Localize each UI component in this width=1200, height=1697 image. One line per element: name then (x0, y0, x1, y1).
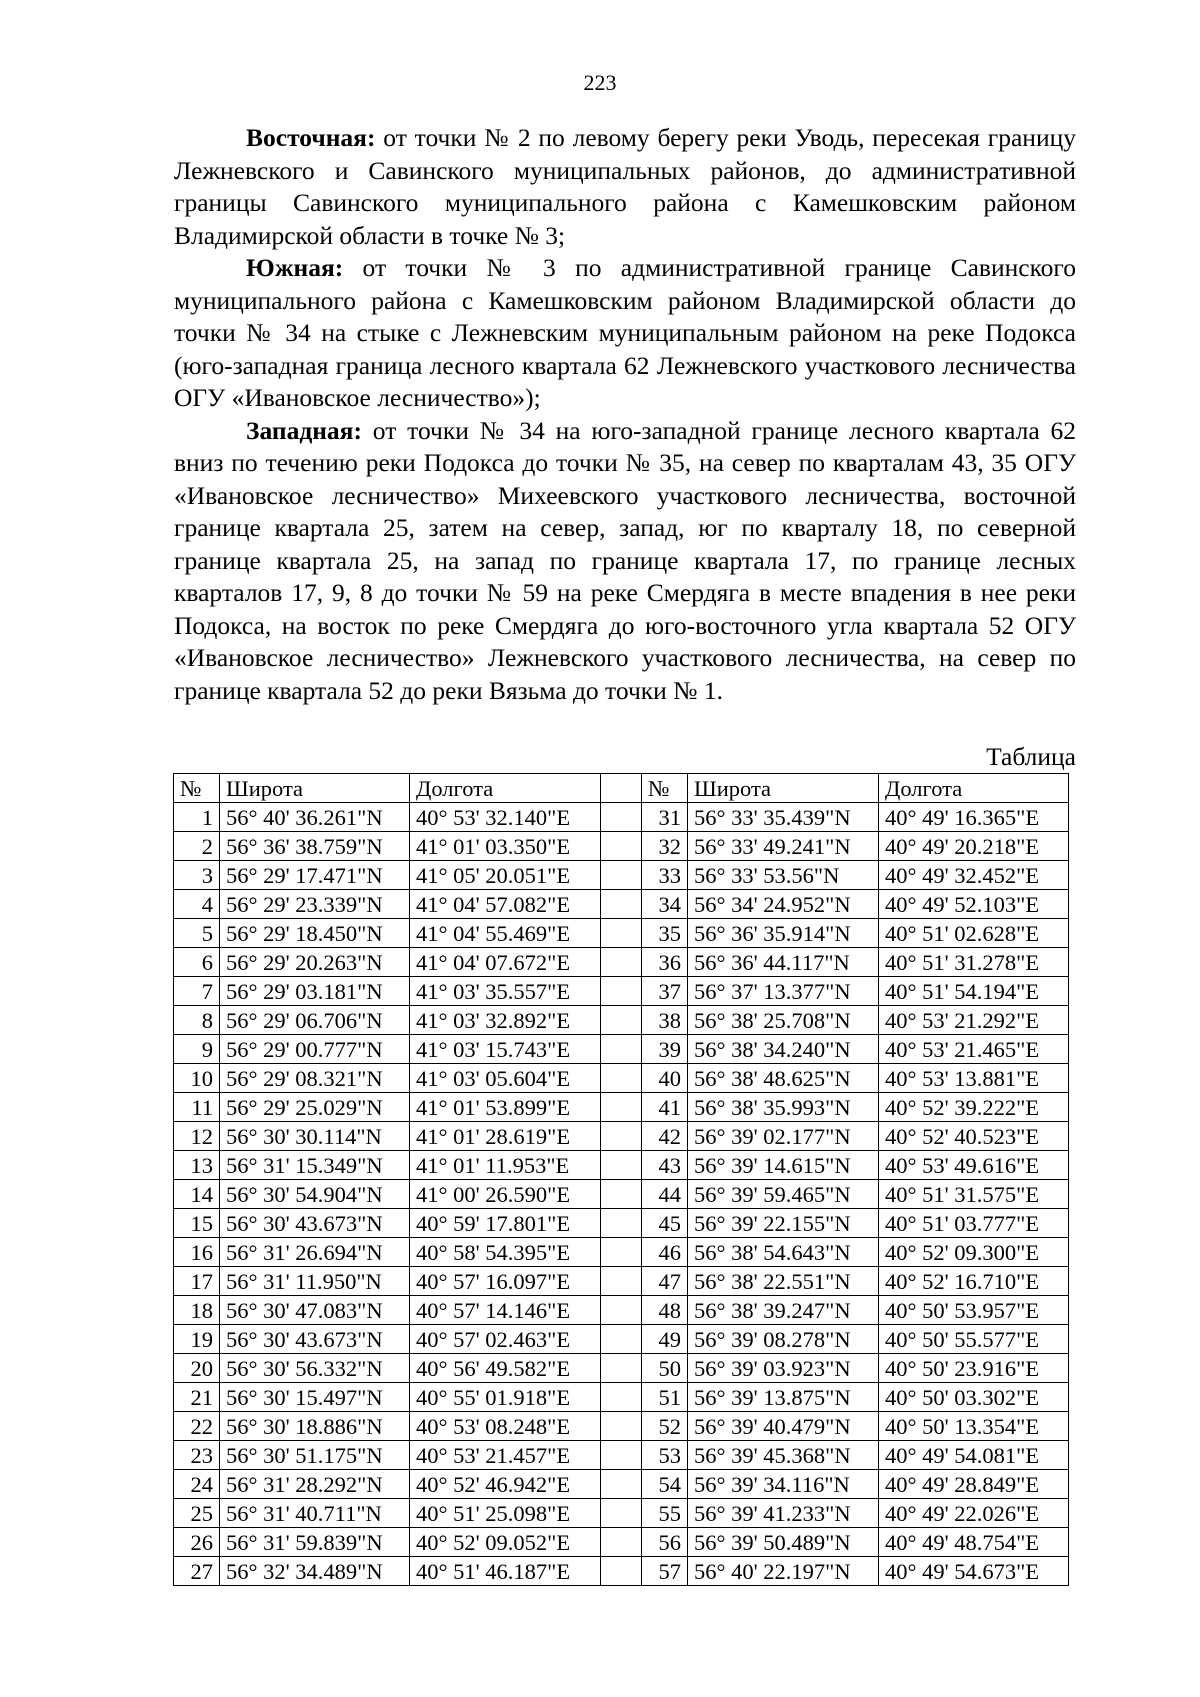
longitude-cell: 41° 04' 07.672"E (410, 948, 601, 977)
longitude-cell: 40° 50' 23.916"E (879, 1354, 1069, 1383)
longitude-cell: 41° 04' 57.082"E (410, 890, 601, 919)
column-gap (601, 1354, 642, 1383)
paragraph-east (174, 122, 1076, 252)
longitude-cell: 40° 50' 53.957"E (879, 1296, 1069, 1325)
column-gap (601, 1093, 642, 1122)
latitude-cell: 56° 29' 20.263"N (220, 948, 410, 977)
table-row (174, 1267, 1069, 1296)
latitude-cell: 56° 36' 38.759"N (220, 832, 410, 861)
longitude-cell: 41° 03' 32.892"E (410, 1006, 601, 1035)
longitude-cell: 41° 03' 05.604"E (410, 1064, 601, 1093)
column-gap (601, 919, 642, 948)
column-gap (601, 1325, 642, 1354)
point-number: 32 (642, 832, 688, 861)
longitude-cell: 40° 53' 21.465"E (879, 1035, 1069, 1064)
latitude-cell: 56° 36' 44.117"N (688, 948, 879, 977)
column-gap (601, 1209, 642, 1238)
point-number: 17 (174, 1267, 220, 1296)
longitude-cell: 40° 51' 31.278"E (879, 948, 1069, 977)
longitude-cell: 40° 49' 32.452"E (879, 861, 1069, 890)
latitude-cell: 56° 29' 23.339"N (220, 890, 410, 919)
longitude-cell: 40° 59' 17.801"E (410, 1209, 601, 1238)
longitude-cell: 40° 53' 21.292"E (879, 1006, 1069, 1035)
point-number: 49 (642, 1325, 688, 1354)
table-row (174, 1296, 1069, 1325)
header-num: № (174, 774, 220, 803)
point-number: 38 (642, 1006, 688, 1035)
point-number: 54 (642, 1470, 688, 1499)
latitude-cell: 56° 39' 40.479"N (688, 1412, 879, 1441)
latitude-cell: 56° 34' 24.952"N (688, 890, 879, 919)
paragraph-label: Западная: (246, 415, 362, 445)
longitude-cell: 40° 51' 03.777"E (879, 1209, 1069, 1238)
point-number: 13 (174, 1151, 220, 1180)
table-row (174, 1325, 1069, 1354)
point-number: 50 (642, 1354, 688, 1383)
point-number: 51 (642, 1383, 688, 1412)
point-number: 16 (174, 1238, 220, 1267)
column-gap (601, 977, 642, 1006)
point-number: 52 (642, 1412, 688, 1441)
longitude-cell: 41° 04' 55.469"E (410, 919, 601, 948)
longitude-cell: 40° 57' 14.146"E (410, 1296, 601, 1325)
paragraph-south (174, 252, 1076, 415)
table-row (174, 1093, 1069, 1122)
latitude-cell: 56° 31' 28.292"N (220, 1470, 410, 1499)
column-gap (601, 1180, 642, 1209)
point-number: 11 (174, 1093, 220, 1122)
longitude-cell: 40° 53' 49.616"E (879, 1151, 1069, 1180)
column-gap (601, 1470, 642, 1499)
column-gap (601, 1383, 642, 1412)
longitude-cell: 40° 52' 16.710"E (879, 1267, 1069, 1296)
latitude-cell: 56° 31' 40.711"N (220, 1499, 410, 1528)
point-number: 41 (642, 1093, 688, 1122)
longitude-cell: 40° 57' 16.097"E (410, 1267, 601, 1296)
longitude-cell: 40° 53' 32.140"E (410, 803, 601, 832)
column-gap (601, 774, 642, 803)
longitude-cell: 40° 51' 54.194"E (879, 977, 1069, 1006)
point-number: 23 (174, 1441, 220, 1470)
table-row (174, 803, 1069, 832)
latitude-cell: 56° 31' 26.694"N (220, 1238, 410, 1267)
table-row (174, 1499, 1069, 1528)
point-number: 19 (174, 1325, 220, 1354)
point-number: 18 (174, 1296, 220, 1325)
column-gap (601, 948, 642, 977)
point-number: 3 (174, 861, 220, 890)
latitude-cell: 56° 38' 35.993"N (688, 1093, 879, 1122)
point-number: 44 (642, 1180, 688, 1209)
column-gap (601, 1151, 642, 1180)
column-gap (601, 832, 642, 861)
point-number: 22 (174, 1412, 220, 1441)
latitude-cell: 56° 32' 34.489"N (220, 1557, 410, 1586)
column-gap (601, 1064, 642, 1093)
table-body (174, 803, 1069, 1586)
header-latitude: Широта (220, 774, 410, 803)
table-row (174, 890, 1069, 919)
point-number: 10 (174, 1064, 220, 1093)
column-gap (601, 1441, 642, 1470)
longitude-cell: 40° 57' 02.463"E (410, 1325, 601, 1354)
point-number: 4 (174, 890, 220, 919)
point-number: 40 (642, 1064, 688, 1093)
latitude-cell: 56° 39' 08.278"N (688, 1325, 879, 1354)
latitude-cell: 56° 39' 22.155"N (688, 1209, 879, 1238)
coordinates-table (173, 773, 1069, 1586)
latitude-cell: 56° 37' 13.377"N (688, 977, 879, 1006)
table-header-row (174, 774, 1069, 803)
column-gap (601, 803, 642, 832)
column-gap (601, 1035, 642, 1064)
point-number: 7 (174, 977, 220, 1006)
point-number: 26 (174, 1528, 220, 1557)
point-number: 43 (642, 1151, 688, 1180)
longitude-cell: 41° 03' 15.743"E (410, 1035, 601, 1064)
longitude-cell: 40° 53' 21.457"E (410, 1441, 601, 1470)
latitude-cell: 56° 39' 03.923"N (688, 1354, 879, 1383)
latitude-cell: 56° 29' 06.706"N (220, 1006, 410, 1035)
longitude-cell: 40° 49' 52.103"E (879, 890, 1069, 919)
longitude-cell: 40° 56' 49.582"E (410, 1354, 601, 1383)
table-row (174, 832, 1069, 861)
column-gap (601, 1412, 642, 1441)
latitude-cell: 56° 30' 30.114"N (220, 1122, 410, 1151)
longitude-cell: 40° 53' 13.881"E (879, 1064, 1069, 1093)
latitude-cell: 56° 30' 47.083"N (220, 1296, 410, 1325)
column-gap (601, 861, 642, 890)
paragraph-text: от точки № 3 по административной границе Савинского муниципального района с Камешковским районом Владимирской области до точки № 34 на стыке с Лежневским муниципальным районом на реке Подокса (юго-западная граница лесного квартала 62 Лежневского участкового лесничества ОГУ «Ивановское лесничество»); (174, 253, 1076, 412)
latitude-cell: 56° 29' 00.777"N (220, 1035, 410, 1064)
latitude-cell: 56° 39' 45.368"N (688, 1441, 879, 1470)
longitude-cell: 41° 00' 26.590"E (410, 1180, 601, 1209)
longitude-cell: 40° 50' 03.302"E (879, 1383, 1069, 1412)
longitude-cell: 40° 49' 54.081"E (879, 1441, 1069, 1470)
latitude-cell: 56° 30' 51.175"N (220, 1441, 410, 1470)
latitude-cell: 56° 29' 17.471"N (220, 861, 410, 890)
latitude-cell: 56° 30' 43.673"N (220, 1325, 410, 1354)
longitude-cell: 40° 49' 54.673"E (879, 1557, 1069, 1586)
latitude-cell: 56° 39' 02.177"N (688, 1122, 879, 1151)
latitude-cell: 56° 30' 15.497"N (220, 1383, 410, 1412)
point-number: 25 (174, 1499, 220, 1528)
point-number: 36 (642, 948, 688, 977)
latitude-cell: 56° 38' 25.708"N (688, 1006, 879, 1035)
latitude-cell: 56° 29' 18.450"N (220, 919, 410, 948)
longitude-cell: 40° 49' 48.754"E (879, 1528, 1069, 1557)
column-gap (601, 1122, 642, 1151)
longitude-cell: 40° 49' 20.218"E (879, 832, 1069, 861)
point-number: 37 (642, 977, 688, 1006)
longitude-cell: 40° 51' 46.187"E (410, 1557, 601, 1586)
column-gap (601, 1557, 642, 1586)
paragraph-text: от точки № 34 на юго-западной границе лесного квартала 62 вниз по течению реки Подокса до точки № 35, на север по кварталам 43, 35 ОГУ «Ивановское лесничество» Михеевского участкового лесничества, восточной границе квартала 25, затем на север, запад, юг по кварталу 18, по северной границе квартала 25, на запад по границе квартала 17, по границе лесных кварталов 17, 9, 8 до точки № 59 на реке Смердяга в месте впадения в нее реки Подокса, на восток по реке Смердяга до юго-восточного угла квартала 52 ОГУ «Ивановское лесничество» Лежневского участкового лесничества, на север по границе квартала 52 до реки Вязьма до точки № 1. (174, 415, 1076, 705)
point-number: 27 (174, 1557, 220, 1586)
longitude-cell: 40° 51' 31.575"E (879, 1180, 1069, 1209)
longitude-cell: 41° 01' 53.899"E (410, 1093, 601, 1122)
point-number: 53 (642, 1441, 688, 1470)
table-row (174, 1006, 1069, 1035)
point-number: 15 (174, 1209, 220, 1238)
latitude-cell: 56° 29' 08.321"N (220, 1064, 410, 1093)
header-num: № (642, 774, 688, 803)
table-row (174, 1412, 1069, 1441)
header-longitude: Долгота (879, 774, 1069, 803)
longitude-cell: 41° 01' 11.953"E (410, 1151, 601, 1180)
table-row (174, 1470, 1069, 1499)
latitude-cell: 56° 29' 25.029"N (220, 1093, 410, 1122)
longitude-cell: 40° 50' 13.354"E (879, 1412, 1069, 1441)
latitude-cell: 56° 38' 22.551"N (688, 1267, 879, 1296)
point-number: 35 (642, 919, 688, 948)
column-gap (601, 1296, 642, 1325)
table-row (174, 1035, 1069, 1064)
column-gap (601, 1499, 642, 1528)
paragraph-label: Южная: (246, 253, 344, 282)
latitude-cell: 56° 40' 36.261"N (220, 803, 410, 832)
latitude-cell: 56° 39' 14.615"N (688, 1151, 879, 1180)
column-gap (601, 1528, 642, 1557)
point-number: 31 (642, 803, 688, 832)
longitude-cell: 40° 52' 40.523"E (879, 1122, 1069, 1151)
paragraph-label: Восточная: (246, 123, 376, 152)
latitude-cell: 56° 30' 43.673"N (220, 1209, 410, 1238)
point-number: 9 (174, 1035, 220, 1064)
boundary-description (174, 122, 1076, 707)
table-caption: Таблица (986, 742, 1076, 771)
page-number: 223 (583, 70, 617, 95)
paragraph-west (174, 415, 1076, 708)
longitude-cell: 40° 52' 09.300"E (879, 1238, 1069, 1267)
table-row (174, 1354, 1069, 1383)
table-row (174, 1557, 1069, 1586)
longitude-cell: 41° 03' 35.557"E (410, 977, 601, 1006)
longitude-cell: 40° 53' 08.248"E (410, 1412, 601, 1441)
point-number: 42 (642, 1122, 688, 1151)
point-number: 2 (174, 832, 220, 861)
latitude-cell: 56° 31' 11.950"N (220, 1267, 410, 1296)
table-row (174, 1064, 1069, 1093)
header-longitude: Долгота (410, 774, 601, 803)
point-number: 14 (174, 1180, 220, 1209)
latitude-cell: 56° 38' 39.247"N (688, 1296, 879, 1325)
latitude-cell: 56° 30' 54.904"N (220, 1180, 410, 1209)
table-row (174, 861, 1069, 890)
table-row (174, 977, 1069, 1006)
point-number: 21 (174, 1383, 220, 1412)
longitude-cell: 40° 49' 28.849"E (879, 1470, 1069, 1499)
longitude-cell: 40° 52' 09.052"E (410, 1528, 601, 1557)
table-row (174, 919, 1069, 948)
point-number: 55 (642, 1499, 688, 1528)
longitude-cell: 40° 49' 16.365"E (879, 803, 1069, 832)
point-number: 24 (174, 1470, 220, 1499)
latitude-cell: 56° 40' 22.197"N (688, 1557, 879, 1586)
point-number: 48 (642, 1296, 688, 1325)
longitude-cell: 40° 55' 01.918"E (410, 1383, 601, 1412)
point-number: 34 (642, 890, 688, 919)
point-number: 45 (642, 1209, 688, 1238)
latitude-cell: 56° 33' 35.439"N (688, 803, 879, 832)
table-row (174, 1151, 1069, 1180)
point-number: 6 (174, 948, 220, 977)
longitude-cell: 40° 58' 54.395"E (410, 1238, 601, 1267)
point-number: 8 (174, 1006, 220, 1035)
longitude-cell: 40° 51' 02.628"E (879, 919, 1069, 948)
table-row (174, 1383, 1069, 1412)
latitude-cell: 56° 30' 18.886"N (220, 1412, 410, 1441)
point-number: 1 (174, 803, 220, 832)
longitude-cell: 40° 50' 55.577"E (879, 1325, 1069, 1354)
point-number: 46 (642, 1238, 688, 1267)
latitude-cell: 56° 38' 54.643"N (688, 1238, 879, 1267)
latitude-cell: 56° 39' 13.875"N (688, 1383, 879, 1412)
longitude-cell: 40° 52' 39.222"E (879, 1093, 1069, 1122)
point-number: 56 (642, 1528, 688, 1557)
longitude-cell: 41° 05' 20.051"E (410, 861, 601, 890)
table-row (174, 1209, 1069, 1238)
point-number: 12 (174, 1122, 220, 1151)
latitude-cell: 56° 39' 41.233"N (688, 1499, 879, 1528)
table-row (174, 948, 1069, 977)
latitude-cell: 56° 39' 50.489"N (688, 1528, 879, 1557)
latitude-cell: 56° 31' 59.839"N (220, 1528, 410, 1557)
table-row (174, 1441, 1069, 1470)
longitude-cell: 40° 51' 25.098"E (410, 1499, 601, 1528)
latitude-cell: 56° 38' 48.625"N (688, 1064, 879, 1093)
latitude-cell: 56° 38' 34.240"N (688, 1035, 879, 1064)
table-row (174, 1122, 1069, 1151)
point-number: 47 (642, 1267, 688, 1296)
latitude-cell: 56° 31' 15.349"N (220, 1151, 410, 1180)
longitude-cell: 40° 49' 22.026"E (879, 1499, 1069, 1528)
latitude-cell: 56° 33' 49.241"N (688, 832, 879, 861)
latitude-cell: 56° 39' 34.116"N (688, 1470, 879, 1499)
paragraph-text: от точки № 2 по левому берегу реки Уводь, пересекая границу Лежневского и Савинского муниципальных районов, до административной границы Савинского муниципального района с Камешковским районом Владимирской области в точке № 3; (174, 123, 1076, 250)
longitude-cell: 41° 01' 03.350"E (410, 832, 601, 861)
latitude-cell: 56° 39' 59.465"N (688, 1180, 879, 1209)
column-gap (601, 890, 642, 919)
latitude-cell: 56° 29' 03.181"N (220, 977, 410, 1006)
longitude-cell: 41° 01' 28.619"E (410, 1122, 601, 1151)
latitude-cell: 56° 33' 53.56"N (688, 861, 879, 890)
point-number: 39 (642, 1035, 688, 1064)
column-gap (601, 1006, 642, 1035)
point-number: 33 (642, 861, 688, 890)
longitude-cell: 40° 52' 46.942"E (410, 1470, 601, 1499)
latitude-cell: 56° 36' 35.914"N (688, 919, 879, 948)
point-number: 57 (642, 1557, 688, 1586)
table-row (174, 1528, 1069, 1557)
header-latitude: Широта (688, 774, 879, 803)
column-gap (601, 1267, 642, 1296)
point-number: 5 (174, 919, 220, 948)
table-row (174, 1180, 1069, 1209)
table-row (174, 1238, 1069, 1267)
latitude-cell: 56° 30' 56.332"N (220, 1354, 410, 1383)
point-number: 20 (174, 1354, 220, 1383)
column-gap (601, 1238, 642, 1267)
